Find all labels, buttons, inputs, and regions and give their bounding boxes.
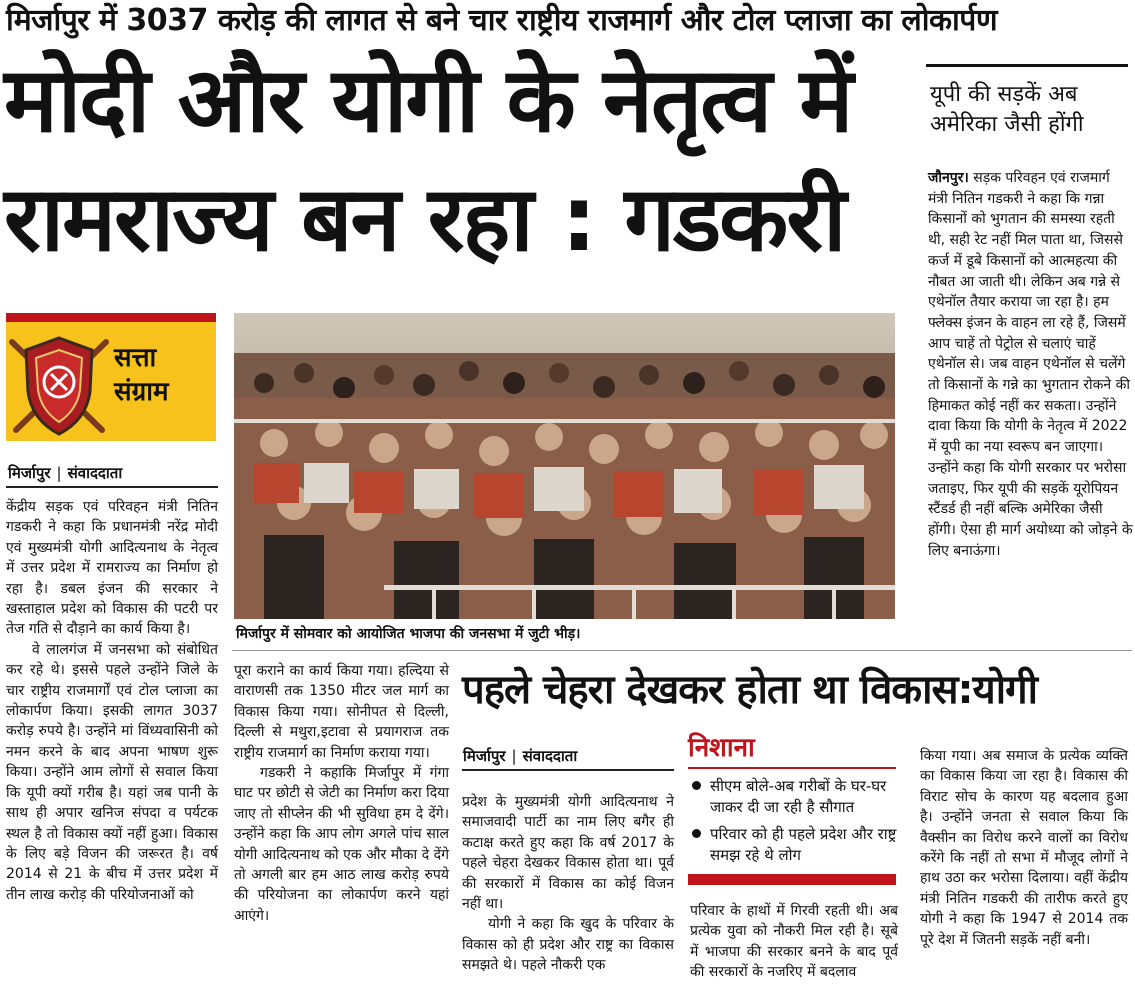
crowd-photo-illustration bbox=[234, 313, 895, 619]
sidebar-dateline: जौनपुर। bbox=[928, 170, 969, 186]
sidebar-top-rule bbox=[926, 64, 1128, 67]
byline-separator: | bbox=[511, 747, 517, 765]
nishana-rule bbox=[688, 767, 896, 769]
story1-paragraph3: पूरा कराने का कार्य किया गया। हल्दिया से वाराणसी तक 1350 मीटर जल मार्ग का विकास किया गया। सोनीपत से दिल्ली, दिल्ली से मथुरा,इटावा से प्रयागराज तक राष्ट्रीय राजमार्ग का निर्माण कराया गया। bbox=[234, 663, 449, 761]
story2-paragraph2: योगी ने कहा कि खुद के परिवार के विकास को ही प्रदेश और राष्ट्र का विकास समझते थे। पहले नौकरी एक bbox=[462, 916, 674, 974]
badge-text bbox=[114, 341, 169, 409]
shield-emblem-icon bbox=[6, 322, 112, 441]
story1-byline-place: मिर्जापुर bbox=[8, 464, 51, 482]
story2-paragraph3: परिवार के हाथों में गिरवी रहती थी। अब प्रत्येक युवा को नौकरी मिल रही है। सूबे में भाजपा की सरकार बनने के बाद पूर्व की सरकारों के नजरिए में बदलाव bbox=[690, 903, 898, 981]
story1-byline-author: संवाददाता bbox=[67, 464, 123, 482]
badge-line1: सत्ता bbox=[114, 343, 157, 373]
sidebar-body-text: सड़क परिवहन एवं राजमार्ग मंत्री नितिन गडकरी ने कहा कि गन्ना किसानों को भुगतान की समस्या रहती थी, सही रेट नहीं मिल पाता था, जिससे कर्ज में डूबे किसानों को आत्महत्या की नौबत आ जाती थी। लेकिन अब गन्ने से एथेनॉल तैयार कराया जा रहा है। हम फ्लेक्स इंजन के वाहन ला रहे हैं, जिसमें आप चाहें तो पेट्रोल से चलाएं चाहें एथेनॉल से। जब वाहन एथेनॉल से चलेंगे तो किसानों के गन्ने का भुगतान रोकने की हिमाकत कोई नहीं कर सकता। उन्होंने दावा किया कि योगी के नेतृत्व में 2022 में यूपी का नया स्वरूप बन जाएगा। उन्होंने कहा कि योगी सरकार पर भरोसा जताइए, फिर यूपी की सड़कें यूरोपियन स्टैंडर्ड ही नहीं बल्कि अमेरिका जैसी होंगी। ऐसा ही मार्ग अयोध्या को जोड़ने के लिए बनाऊंगा। bbox=[928, 170, 1133, 559]
story2-column1 bbox=[462, 792, 674, 976]
photo-caption: मिर्जापुर में सोमवार को आयोजित भाजपा की जनसभा में जुटी भीड़। bbox=[236, 626, 581, 642]
story1-byline bbox=[8, 463, 122, 483]
story2-byline-author: संवाददाता bbox=[522, 747, 578, 765]
sidebar-title: यूपी की सड़कें अब अमेरिका जैसी होंगी bbox=[930, 82, 1084, 137]
nishana-bullet-1 bbox=[688, 776, 898, 818]
nishana-label: निशाना bbox=[688, 733, 755, 763]
badge-red-bar bbox=[6, 313, 216, 322]
story2-byline bbox=[463, 746, 577, 766]
story1-byline-rule bbox=[6, 486, 218, 488]
sidebar-body bbox=[928, 168, 1133, 561]
story1-column1 bbox=[6, 497, 218, 905]
crowd-photo bbox=[234, 313, 895, 619]
satta-sangram-badge bbox=[6, 313, 216, 441]
story2-byline-rule bbox=[462, 769, 674, 771]
story2-paragraph4: किया गया। अब समाज के प्रत्येक व्यक्ति का विकास किया जा रहा है। विकास की विराट सोच के कारण यह बदलाव हुआ है। उन्होंने जनता से सवाल किया कि वैक्सीन का विरोध करने वालों का विरोध करेंगे कि नहीं तो सभा में मौजूद लोगों ने हाथ उठा कर भरोसा दिलाया। वहीं केंद्रीय मंत्री नितिन गडकरी की तारीफ करते हुए योगी ने कहा कि 1947 से 2014 तक पूरे देश में जितनी सड़कें नहीं बनी। bbox=[920, 748, 1128, 948]
badge-line2: संग्राम bbox=[114, 377, 169, 407]
story2-paragraph1: प्रदेश के मुख्यमंत्री योगी आदित्यनाथ ने समाजवादी पार्टी का नाम लिए बगैर ही कटाक्ष करते हुए कहा कि वर्ष 2017 के पहले चेहरा देखकर विकास होता था। पूर्व की सरकारों में विकास का कोई विजन नहीं था। bbox=[462, 794, 674, 913]
story2-headline: पहले चेहरा देखकर होता था विकास:योगी bbox=[462, 667, 1037, 713]
nishana-bullet-text: सीएम बोले-अब गरीबों के घर-घर जाकर दी जा रही है सौगात bbox=[710, 777, 887, 816]
story2-column3 bbox=[920, 746, 1128, 950]
bullet-dot-icon bbox=[692, 781, 701, 790]
story1-paragraph1: केंद्रीय सड़क एवं परिवहन मंत्री नितिन गडकरी ने कहा कि प्रधानमंत्री नरेंद्र मोदी एवं मुख्यमंत्री योगी आदित्यनाथ के नेतृत्व में उत्तर प्रदेश में रामराज्य का निर्माण हो रहा है। डबल इंजन की सरकार ने खस्ताहाल प्रदेश को विकास की पटरी पर तेज गति से दौड़ाने का कार्य किया है। bbox=[6, 499, 218, 638]
byline-separator: | bbox=[56, 464, 62, 482]
nishana-red-bar bbox=[688, 874, 896, 885]
story1-paragraph4: गडकरी ने कहाकि मिर्जापुर में गंगा घाट पर छोटी से जेटी का निर्माण करा दिया जाए तो सीप्लेन की भी सुविधा हम दे देंगे। उन्होंने कहा कि आप लोग अगले पांच साल योगी आदित्यनाथ को एक और मौका दे देंगे तो अगली बार हम आठ लाख करोड़ रुपये की परियोजना का लोकार्पण करने यहां आएंगे। bbox=[234, 765, 449, 924]
bullet-dot-icon bbox=[692, 829, 701, 838]
kicker-headline: मिर्जापुर में 3037 करोड़ की लागत से बने चार राष्ट्रीय राजमार्ग और टोल प्लाजा का लोकार्पण bbox=[6, 3, 998, 38]
story2-byline-place: मिर्जापुर bbox=[463, 747, 506, 765]
lower-section-rule bbox=[232, 650, 1132, 651]
story2-column2 bbox=[690, 901, 898, 983]
main-headline-line2: रामराज्य बन रहा : गडकरी bbox=[4, 167, 845, 272]
main-headline-line1: मोदी और योगी के नेतृत्व में bbox=[4, 48, 852, 153]
nishana-bullet-text: परिवार को ही पहले प्रदेश और राष्ट्र समझ रहे थे लोग bbox=[710, 825, 897, 864]
nishana-bullets bbox=[688, 776, 898, 872]
story1-column2 bbox=[234, 661, 449, 926]
story1-paragraph2: वे लालगंज में जनसभा को संबोधित कर रहे थे। इससे पहले उन्होंने जिले के चार राष्ट्रीय राजमार्गों एवं टोल प्लाजा का लोकार्पण किया। इसकी लागत 3037 करोड़ रुपये है। उन्होंने मां विंध्यवासिनी को नमन करने के बाद अपना भाषण शुरू किया। उन्होंने आम लोगों से सवाल किया कि यूपी क्यों गरीब है। यहां जब पानी के साथ ही अपार खनिज संपदा व पर्यटक स्थल है तो विकास क्यों नहीं हुआ। विकास के लिए बड़े विजन की जरूरत है। वर्ष 2014 से 21 के बीच में उत्तर प्रदेश में तीन लाख करोड़ की परियोजनाओं को bbox=[6, 641, 218, 903]
nishana-bullet-2 bbox=[688, 824, 898, 866]
